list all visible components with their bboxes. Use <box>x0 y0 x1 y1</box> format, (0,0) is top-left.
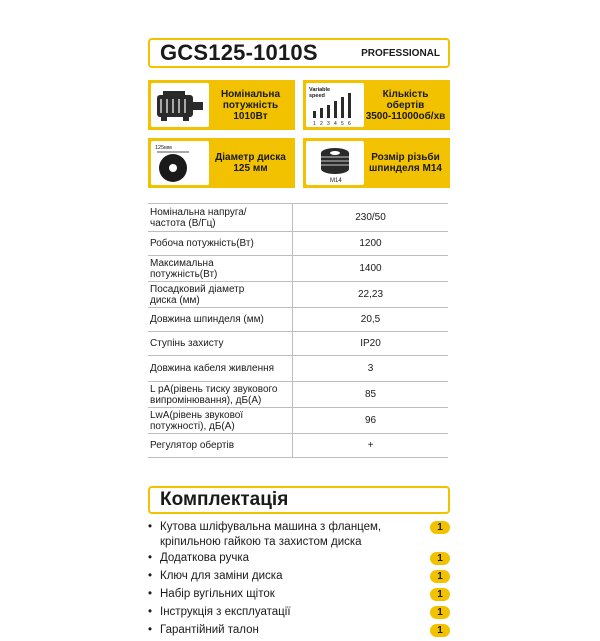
spec-key: Максимальна потужність(Вт) <box>148 256 293 282</box>
spec-value: 3 <box>293 356 449 382</box>
spec-key: Довжина кабеля живлення <box>148 356 293 382</box>
kit-item <box>148 551 450 568</box>
qty-badge: 1 <box>430 552 450 565</box>
spec-row <box>148 232 448 256</box>
spec-value: 20,5 <box>293 308 449 332</box>
spindle-thread-icon <box>306 141 364 185</box>
feature-text-line: 1010Вт <box>233 110 268 122</box>
kit-item <box>148 623 450 640</box>
feature-rated-power-text <box>209 89 292 122</box>
bullet: • <box>148 570 153 582</box>
spec-value: + <box>293 434 449 458</box>
bullet: • <box>148 624 153 636</box>
feature-spindle-thread <box>303 138 450 188</box>
spec-value: 1200 <box>293 232 449 256</box>
spec-key: LwA(рівень звукової потужності), дБ(А) <box>148 408 293 434</box>
spec-value: 85 <box>293 382 449 408</box>
kit-item-text: Набір вугільних щіток <box>160 588 275 600</box>
kit-item-text: Додаткова ручка <box>160 552 249 564</box>
speed-scale-number: 2 <box>320 121 323 127</box>
kit-item-text: Гарантійний талон <box>160 624 259 636</box>
feature-text-line: Кількість <box>382 88 429 100</box>
kit-item <box>148 520 450 550</box>
product-sheet <box>148 38 450 641</box>
spec-value: 22,23 <box>293 282 449 308</box>
feature-rated-power <box>148 80 295 130</box>
spec-key: Регулятор обертів <box>148 434 293 458</box>
feature-grid <box>148 80 450 188</box>
spec-value: 96 <box>293 408 449 434</box>
spec-row <box>148 332 448 356</box>
variable-speed-icon <box>306 83 364 127</box>
feature-disc-diameter <box>148 138 295 188</box>
spec-row <box>148 282 448 308</box>
speed-label: Variable <box>309 87 331 93</box>
feature-text-line: Діаметр диска <box>215 152 286 163</box>
qty-badge: 1 <box>430 570 450 583</box>
qty-badge: 1 <box>430 624 450 637</box>
model-tier: PROFESSIONAL <box>361 47 440 59</box>
feature-text-line: шпинделя M14 <box>369 163 442 174</box>
kit-item-text: Ключ для заміни диска <box>160 570 283 582</box>
motor-icon <box>151 83 209 127</box>
spec-row <box>148 408 448 434</box>
speed-label: speed <box>309 93 325 99</box>
feature-speed <box>303 80 450 130</box>
qty-badge: 1 <box>430 588 450 601</box>
kit-title: Комплектація <box>148 486 450 514</box>
speed-scale-number: 5 <box>341 121 344 127</box>
bullet: • <box>148 552 153 564</box>
model-header <box>148 38 450 68</box>
feature-text-line: 125 мм <box>233 163 268 174</box>
feature-text-line: потужність <box>222 99 279 111</box>
kit-item-text: Кутова шліфувальна машина з фланцем, кріпильною гайкою та захистом диска <box>160 521 382 548</box>
spec-key: Ступінь захисту <box>148 332 293 356</box>
speed-scale-number: 3 <box>327 121 330 127</box>
feature-text-line: обертів <box>386 99 425 111</box>
speed-scale-number: 1 <box>313 121 316 127</box>
thread-size-label: M14 <box>330 178 342 184</box>
feature-text-line: Розмір різьби <box>371 152 440 163</box>
speed-scale-number: 6 <box>348 121 351 127</box>
disc-size-label: 125мм <box>155 145 172 151</box>
spec-key: Посадковий діаметр диска (мм) <box>148 282 293 308</box>
model-name: GCS125-1010S <box>160 40 318 65</box>
spec-row <box>148 356 448 382</box>
feature-text-line: 3500-11000об/хв <box>365 110 446 122</box>
spec-row <box>148 382 448 408</box>
kit-item <box>148 605 450 622</box>
qty-badge: 1 <box>430 606 450 619</box>
spec-row <box>148 434 448 458</box>
spec-value: 1400 <box>293 256 449 282</box>
kit-list <box>148 520 450 640</box>
kit-item <box>148 587 450 604</box>
kit-item-text: Інструкція з експлуатації <box>160 606 291 618</box>
spec-value: IP20 <box>293 332 449 356</box>
spec-table <box>148 203 448 458</box>
feature-text-line: Номінальна <box>220 88 281 100</box>
spec-key: Робоча потужність(Вт) <box>148 232 293 256</box>
spec-key: Номінальна напруга/ частота (В/Гц) <box>148 204 293 232</box>
speed-scale-number: 4 <box>334 121 337 127</box>
feature-disc-diameter-text <box>209 152 292 174</box>
qty-badge: 1 <box>430 521 450 534</box>
spec-key: Довжина шпинделя (мм) <box>148 308 293 332</box>
bullet: • <box>148 521 153 533</box>
spec-key: L pA(рівень тиску звукового випромінювання), дБ(А) <box>148 382 293 408</box>
spec-row <box>148 204 448 232</box>
feature-speed-text <box>364 89 447 122</box>
disc-icon <box>151 141 209 185</box>
spec-row <box>148 256 448 282</box>
spec-value: 230/50 <box>293 204 449 232</box>
spec-row <box>148 308 448 332</box>
feature-spindle-thread-text <box>364 152 447 174</box>
kit-item <box>148 569 450 586</box>
bullet: • <box>148 606 153 618</box>
bullet: • <box>148 588 153 600</box>
